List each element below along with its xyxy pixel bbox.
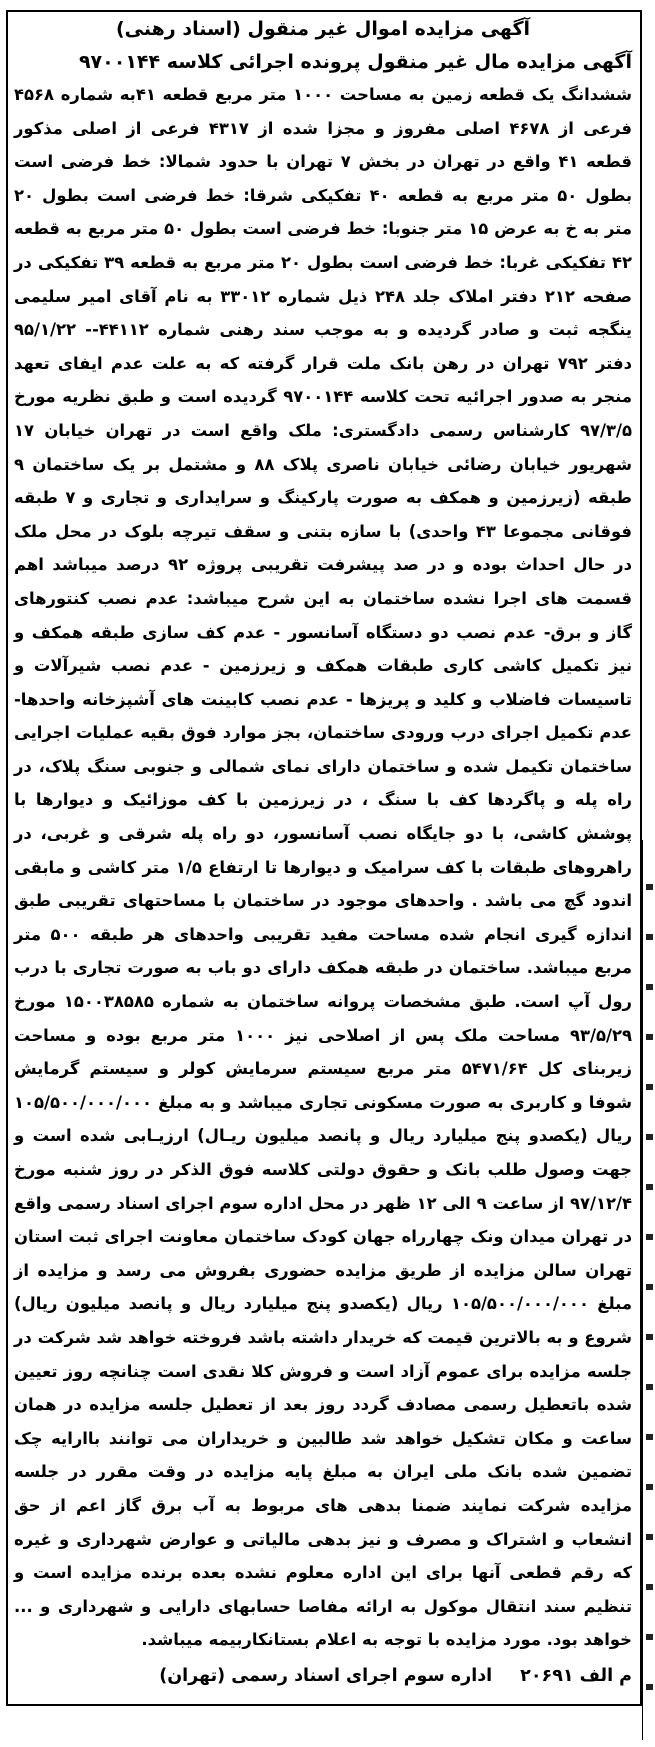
notice-footer — [14, 1661, 632, 1691]
edge-mark — [646, 1434, 653, 1440]
case-title: آگهی مزایده مال غیر منقول پرونده اجرائی کلاسه ۹۷۰۰۱۴۴ — [78, 51, 632, 73]
edge-mark — [646, 1484, 653, 1490]
notice-headline: آگهی مزایده اموال غیر منقول (اسناد رهنی) — [115, 18, 531, 40]
edge-mark — [646, 884, 653, 890]
edge-mark — [646, 1384, 653, 1390]
edge-mark — [646, 1284, 653, 1290]
edge-mark — [646, 1034, 653, 1040]
edge-mark — [646, 1534, 653, 1540]
edge-mark — [646, 1134, 653, 1140]
footer-code: م الف ۲۰۶۹۱ — [520, 1665, 632, 1686]
edge-mark — [646, 1634, 653, 1640]
edge-mark — [646, 1584, 653, 1590]
auction-notice — [14, 14, 632, 1691]
edge-mark — [646, 1234, 653, 1240]
edge-mark — [646, 984, 653, 990]
footer-office: اداره سوم اجرای اسناد رسمی (تهران) — [159, 1665, 493, 1686]
edge-mark — [646, 934, 653, 940]
edge-mark — [646, 1684, 653, 1690]
notice-body: ششدانگ یک قطعه زمین به مساحت ۱۰۰۰ متر مربع قطعه ۴۱به شماره ۴۵۶۸ فرعی از ۴۶۷۸ اصلی مفروز و مجزا شده از ۴۳۱۷ فرعی از اصلی مذکور قطعه ۴۱ واقع در تهران در بخش ۷ تهران با حدود شمالا: خط فرضی است بطول ۵۰ متر مربع به قطعه ۴۰ تفکیکی شرقا: خط فرضی است بطول ۲۰ متر به خ به عرض ۱۵ متر جنوبا: خط فرضی است بطول ۵۰ متر مربع به قطعه ۴۲ تفکیکی غربا: خط فرضی است بطول ۲۰ متر مربع به قطعه ۳۹ تفکیکی در صفحه ۲۱۲ دفتر املاک جلد ۲۴۸ ذیل شماره ۳۳۰۱۲ به نام آقای امیر سلیمی ینگجه ثبت و صادر گردیده و به موجب سند رهنی شماره ۴۴۱۱۲-- ۹۵/۱/۲۲ دفتر ۷۹۲ تهران در رهن بانک ملت قرار گرفته که به علت عدم ایفای تعهد منجر به صدور اجرائیه تحت کلاسه ۹۷۰۰۱۴۴ گردیده است و طبق نظریه مورخ ۹۷/۳/۵ کارشناس رسمی دادگستری: ملک واقع است در تهران خیابان ۱۷ شهریور خیابان رضائی خیابان ناصری پلاک ۸۸ و مشتمل بر یک ساختمان ۹ طبقه (زیرزمین و همکف به صورت پارکینگ و سرایداری و تجاری و ۷ طبقه فوقانی مجموعا ۴۳ واحدی) با سازه بتنی و سقف تیرچه بلوک در محل ملک در حال احداث بوده و در صد پیشرفت تقریبی پروژه ۹۲ درصد میباشد اهم قسمت های اجرا نشده ساختمان به این شرح میباشد: عدم نصب کنتورهای گاز و برق- عدم نصب دو دستگاه آسانسور - عدم کف سازی طبقه همکف و نیز تکمیل کاشی کاری طبقات همکف و زیرزمین - عدم نصب شیرآلات و تاسیسات فاضلاب و کلید و پریزها - عدم نصب کابینت های آشپزخانه واحدها- عدم تکمیل اجرای درب ورودی ساختمان، بجز موارد فوق بقیه عملیات اجرایی ساختمان تکیمل شده و ساختمان دارای نمای شمالی و جنوبی سنگ پلاک، در راه پله و پاگردها کف با سنگ ، در زیرزمین با کف موزائیک و دیوارها با پوشش کاشی، با دو جایگاه نصب آسانسور، دو راه پله شرقی و غربی، در راهروهای طبقات با کف سرامیک و دیوارها تا ارتفاع ۱/۵ متر کاشی و مابقی اندود گچ می باشد . واحدهای موجود در ساختمان با مساحتهای تقریبی طبق اندازه گیری انجام شده مساحت مفید تقریبی واحدهای هر طبقه ۵۰۰ متر مربع میباشد. ساختمان در طبقه همکف دارای دو باب به صورت تجاری با درب رول آپ است. طبق مشخصات پروانه ساختمان به شماره ۱۵۰۰۳۸۵۸۵ مورخ ۹۳/۵/۲۹ مساحت ملک پس از اصلاحی نیز ۱۰۰۰ متر مربع بوده و مساحت زیربنای کل ۵۴۷۱/۶۴ متر مربع سیستم سرمایش کولر و سیستم گرمایش شوفا و کاربری به صورت مسکونی تجاری میباشد و به مبلغ ۱۰۵/۵۰۰/۰۰۰/۰۰۰ ریال (یکصدو پنج میلیارد ریال و پانصد میلیون ریـال) ارزیـابی شده است و جهت وصول طلب بانک و حقوق دولتی کلاسه فوق الذکر در روز شنبه مورخ ۹۷/۱۲/۴ از ساعت ۹ الی ۱۲ ظهر در محل اداره سوم اجرای اسناد رسمی واقع در تهران میدان ونک چهارراه جهان کودک ساختمان معاونت اجرای ثبت استان تهران سالن مزایده از طریق مزایده حضوری بفروش می رسد و مزایده از مبلغ ۱۰۵/۵۰۰/۰۰۰/۰۰۰ ریال (یکصدو پنج میلیارد ریال و پانصد میلیون ریال) شروع و به بالاترین قیمت که خریدار داشته باشد فروخته خواهد شد شرکت در جلسه مزایده برای عموم آزاد است و فروش کلا نقدی است چنانچه روز تعیین شده باتعطیل رسمی مصادف گردد روز بعد از تعطیل جلسه مزایده در همان ساعت و مکان تشکیل خواهد شد طالبین و خریداران می توانند باارایه چک تضمین شده بانک ملی ایران به مبلغ پایه مزایده در وقت مقرر در جلسه مزایده شرکت نمایند ضمنا بدهی های مربوط به آب برق گاز اعم از حق انشعاب و اشتراک و مصرف و نیز بدهی مالیاتی و عوارض شهرداری و غیره که رقم قطعی آنها برای این اداره معلوم نشده بعده برنده مزایده است و تنظیم سند انتقال موکول به ارائه مفاصا حسابهای دارایی و شهرداری و ... خواهد بود. مورد مزایده با توجه به اعلام بستانکاربیمه میباشد. — [14, 85, 633, 1650]
edge-mark — [646, 1184, 653, 1190]
edge-mark — [646, 1084, 653, 1090]
adjacent-ad-edge — [642, 840, 655, 1740]
edge-mark — [646, 1334, 653, 1340]
